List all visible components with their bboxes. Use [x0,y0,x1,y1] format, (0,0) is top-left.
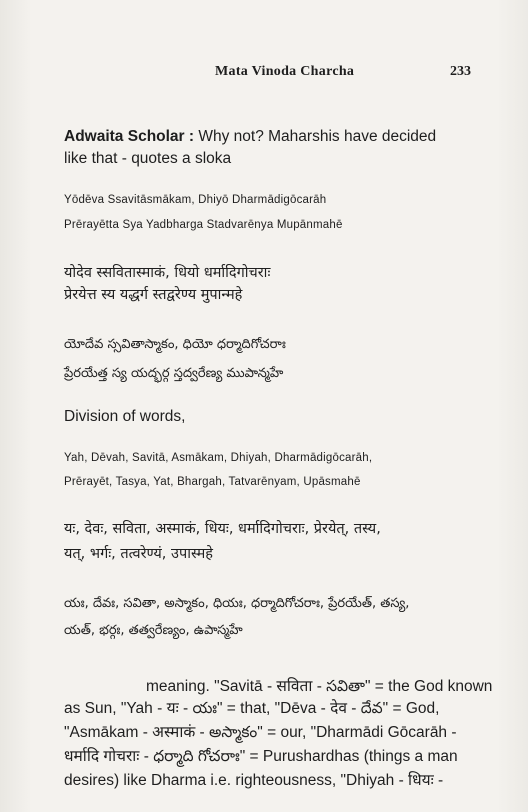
sloka-devanagari-line-2: प्रेरयेत्त स्य यद्धर्ग स्तद्वरेण्य मुपान्महे [64,287,243,303]
running-header: Mata Vinoda Charcha [215,64,355,79]
intro-line-2: like that - quotes a sloka [64,150,232,167]
sloka-translit-line-1: Yōdēva Ssavitāsmākam, Dhiyō Dharmādigōcarāh [64,194,327,206]
division-devanagari-line-2: यत्, भर्गः, तत्वरेण्यं, उपास्महे [64,546,213,562]
meaning-line-1: meaning. "Savitā - सविता - సవితా" = the God known [146,678,493,695]
page-number: 233 [450,64,471,79]
division-translit-line-1: Yah, Dēvah, Savitā, Asmākam, Dhiyah, Dharmādigōcarāh, [64,452,373,464]
sloka-telugu-line-1: యోదేవ స్సవితాస్మాకం, ధియో ధర్మాదిగోచరాః [64,337,286,352]
speaker-label: Adwaita Scholar : [64,128,195,145]
meaning-line-3: "Asmākam - अस्माकं - అస్మాకం" = our, "Dharmādi Gōcarāh - [64,724,457,741]
division-translit-line-2: Prērayēt, Tasya, Yat, Bhargah, Tatvarēnyam, Upāsmahē [64,476,361,488]
division-heading: Division of words, [64,408,186,425]
division-devanagari-line-1: यः, देवः, सविता, अस्माकं, धियः, धर्मादिगोचराः, प्रेरयेत्, तस्य, [64,521,381,537]
meaning-line-2: as Sun, "Yah - यः - యః" = that, "Dēva - देव - దేవ" = God, [64,700,440,717]
division-telugu-line-1: యః, దేవః, సవితా, అస్మాకం, ధియః, ధర్మాదిగోచరాః, ప్రేరయేత్, తస్య, [64,596,410,611]
sloka-telugu-line-2: ప్రేరయేత్త స్య యద్భర్గ స్తద్వరేణ్య ముపాన్మహే [64,366,284,381]
intro-text-1: Why not? Maharshis have decided [194,128,437,145]
intro-line-1 [64,126,488,148]
sloka-devanagari-line-1: योदेव स्सवितास्माकं, धियो धर्मादिगोचराः [64,265,271,281]
sloka-translit-line-2: Prērayētta Sya Yadbharga Stadvarēnya Mupānmahē [64,219,343,231]
meaning-line-5: desires) like Dharma i.e. righteousness, "Dhiyah - धियः - [64,772,444,789]
meaning-line-4: धर्मादि गोचराः - ధర్మాది గోచరాః" = Purushardhas (things a man [64,748,458,765]
division-telugu-line-2: యత్, భర్గః, తత్వరేణ్యం, ఉపాస్మహే [64,623,243,638]
